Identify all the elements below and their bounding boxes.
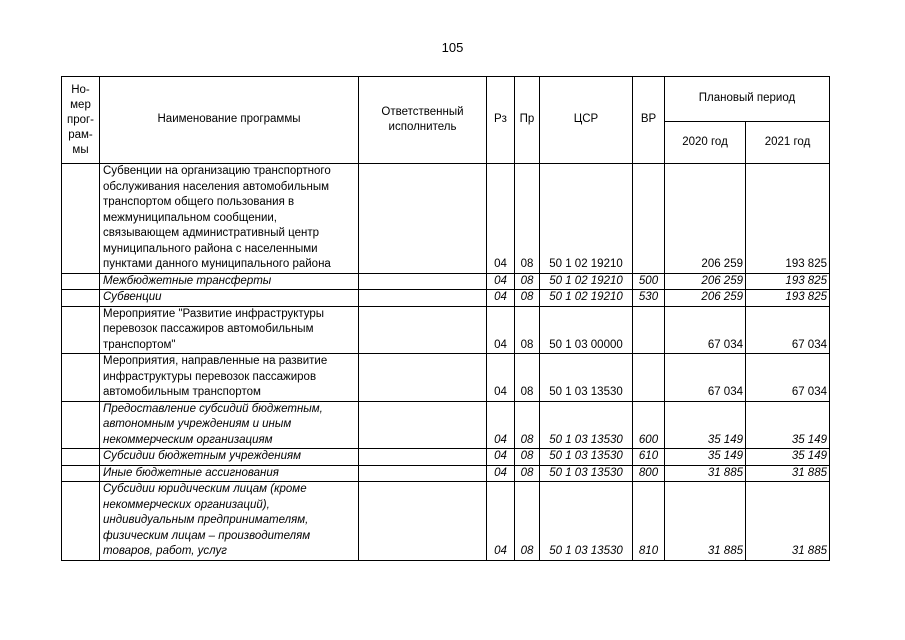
pr-cell: 08 xyxy=(515,273,540,290)
rz-cell: 04 xyxy=(487,164,515,274)
header-plan-period: Плановый период xyxy=(665,77,830,122)
csr-cell: 50 1 03 13530 xyxy=(540,465,633,482)
amount-2021-cell: 67 034 xyxy=(746,354,830,402)
vr-cell xyxy=(633,306,665,354)
row-number-cell xyxy=(62,306,100,354)
row-number-cell xyxy=(62,273,100,290)
csr-cell: 50 1 02 19210 xyxy=(540,290,633,307)
table-row xyxy=(62,354,830,402)
amount-2020-cell: 35 149 xyxy=(665,401,746,449)
executor-cell xyxy=(359,465,487,482)
program-name-cell: Субсидии юридическим лицам (кроме некоммерческих организаций), индивидуальным предпринимателям, физическим лицам – производителям товаров, работ, услуг xyxy=(100,482,359,561)
row-number-cell xyxy=(62,164,100,274)
vr-cell: 810 xyxy=(633,482,665,561)
vr-cell: 530 xyxy=(633,290,665,307)
csr-cell: 50 1 02 19210 xyxy=(540,273,633,290)
pr-cell: 08 xyxy=(515,164,540,274)
pr-cell: 08 xyxy=(515,354,540,402)
header-pr: Пр xyxy=(515,77,540,164)
amount-2021-cell: 193 825 xyxy=(746,164,830,274)
rz-cell: 04 xyxy=(487,465,515,482)
program-name-cell: Межбюджетные трансферты xyxy=(100,273,359,290)
amount-2020-cell: 206 259 xyxy=(665,164,746,274)
header-rz: Рз xyxy=(487,77,515,164)
amount-2021-cell: 35 149 xyxy=(746,449,830,466)
rz-cell: 04 xyxy=(487,401,515,449)
executor-cell xyxy=(359,354,487,402)
rz-cell: 04 xyxy=(487,354,515,402)
amount-2021-cell: 31 885 xyxy=(746,482,830,561)
row-number-cell xyxy=(62,465,100,482)
amount-2021-cell: 31 885 xyxy=(746,465,830,482)
vr-cell: 600 xyxy=(633,401,665,449)
amount-2021-cell: 193 825 xyxy=(746,290,830,307)
csr-cell: 50 1 03 13530 xyxy=(540,449,633,466)
amount-2021-cell: 35 149 xyxy=(746,401,830,449)
amount-2020-cell: 31 885 xyxy=(665,482,746,561)
csr-cell: 50 1 03 00000 xyxy=(540,306,633,354)
header-2020: 2020 год xyxy=(665,122,746,164)
amount-2020-cell: 206 259 xyxy=(665,273,746,290)
vr-cell xyxy=(633,164,665,274)
pr-cell: 08 xyxy=(515,449,540,466)
pr-cell: 08 xyxy=(515,290,540,307)
csr-cell: 50 1 03 13530 xyxy=(540,354,633,402)
program-name-cell: Мероприятие "Развитие инфраструктуры перевозок пассажиров автомобильным транспортом" xyxy=(100,306,359,354)
header-program-number: Но- мер прог- рам- мы xyxy=(62,77,100,164)
vr-cell: 800 xyxy=(633,465,665,482)
executor-cell xyxy=(359,401,487,449)
program-name-cell: Предоставление субсидий бюджетным, автономным учреждениям и иным некоммерческим организациям xyxy=(100,401,359,449)
table-row xyxy=(62,401,830,449)
row-number-cell xyxy=(62,449,100,466)
page-number: 105 xyxy=(441,40,464,55)
header-executor: Ответственный исполнитель xyxy=(359,77,487,164)
rz-cell: 04 xyxy=(487,290,515,307)
rz-cell: 04 xyxy=(487,273,515,290)
pr-cell: 08 xyxy=(515,306,540,354)
executor-cell xyxy=(359,306,487,354)
row-number-cell xyxy=(62,482,100,561)
amount-2020-cell: 31 885 xyxy=(665,465,746,482)
table-row xyxy=(62,449,830,466)
program-name-cell: Иные бюджетные ассигнования xyxy=(100,465,359,482)
row-number-cell xyxy=(62,401,100,449)
header-program-name: Наименование программы xyxy=(100,77,359,164)
executor-cell xyxy=(359,290,487,307)
table-row xyxy=(62,164,830,274)
program-name-cell: Субвенции на организацию транспортного обслуживания населения автомобильным транспортом общего пользования в межмуниципальном сообщении, связывающем административный центр муниципального района с населенными пунктами данного муниципального района xyxy=(100,164,359,274)
csr-cell: 50 1 02 19210 xyxy=(540,164,633,274)
programs-table xyxy=(61,76,830,561)
rz-cell: 04 xyxy=(487,449,515,466)
vr-cell: 610 xyxy=(633,449,665,466)
program-name-cell: Субвенции xyxy=(100,290,359,307)
executor-cell xyxy=(359,273,487,290)
pr-cell: 08 xyxy=(515,401,540,449)
csr-cell: 50 1 03 13530 xyxy=(540,482,633,561)
amount-2020-cell: 35 149 xyxy=(665,449,746,466)
vr-cell xyxy=(633,354,665,402)
table-row xyxy=(62,306,830,354)
rz-cell: 04 xyxy=(487,482,515,561)
table-row xyxy=(62,290,830,307)
executor-cell xyxy=(359,164,487,274)
executor-cell xyxy=(359,449,487,466)
pr-cell: 08 xyxy=(515,482,540,561)
amount-2021-cell: 193 825 xyxy=(746,273,830,290)
vr-cell: 500 xyxy=(633,273,665,290)
program-name-cell: Мероприятия, направленные на развитие инфраструктуры перевозок пассажиров автомобильным транспортом xyxy=(100,354,359,402)
amount-2020-cell: 206 259 xyxy=(665,290,746,307)
amount-2021-cell: 67 034 xyxy=(746,306,830,354)
header-2021: 2021 год xyxy=(746,122,830,164)
executor-cell xyxy=(359,482,487,561)
amount-2020-cell: 67 034 xyxy=(665,354,746,402)
rz-cell: 04 xyxy=(487,306,515,354)
header-csr: ЦСР xyxy=(540,77,633,164)
row-number-cell xyxy=(62,290,100,307)
amount-2020-cell: 67 034 xyxy=(665,306,746,354)
program-name-cell: Субсидии бюджетным учреждениям xyxy=(100,449,359,466)
table-row xyxy=(62,465,830,482)
csr-cell: 50 1 03 13530 xyxy=(540,401,633,449)
table-row xyxy=(62,273,830,290)
row-number-cell xyxy=(62,354,100,402)
header-vr: ВР xyxy=(633,77,665,164)
table-row xyxy=(62,482,830,561)
pr-cell: 08 xyxy=(515,465,540,482)
